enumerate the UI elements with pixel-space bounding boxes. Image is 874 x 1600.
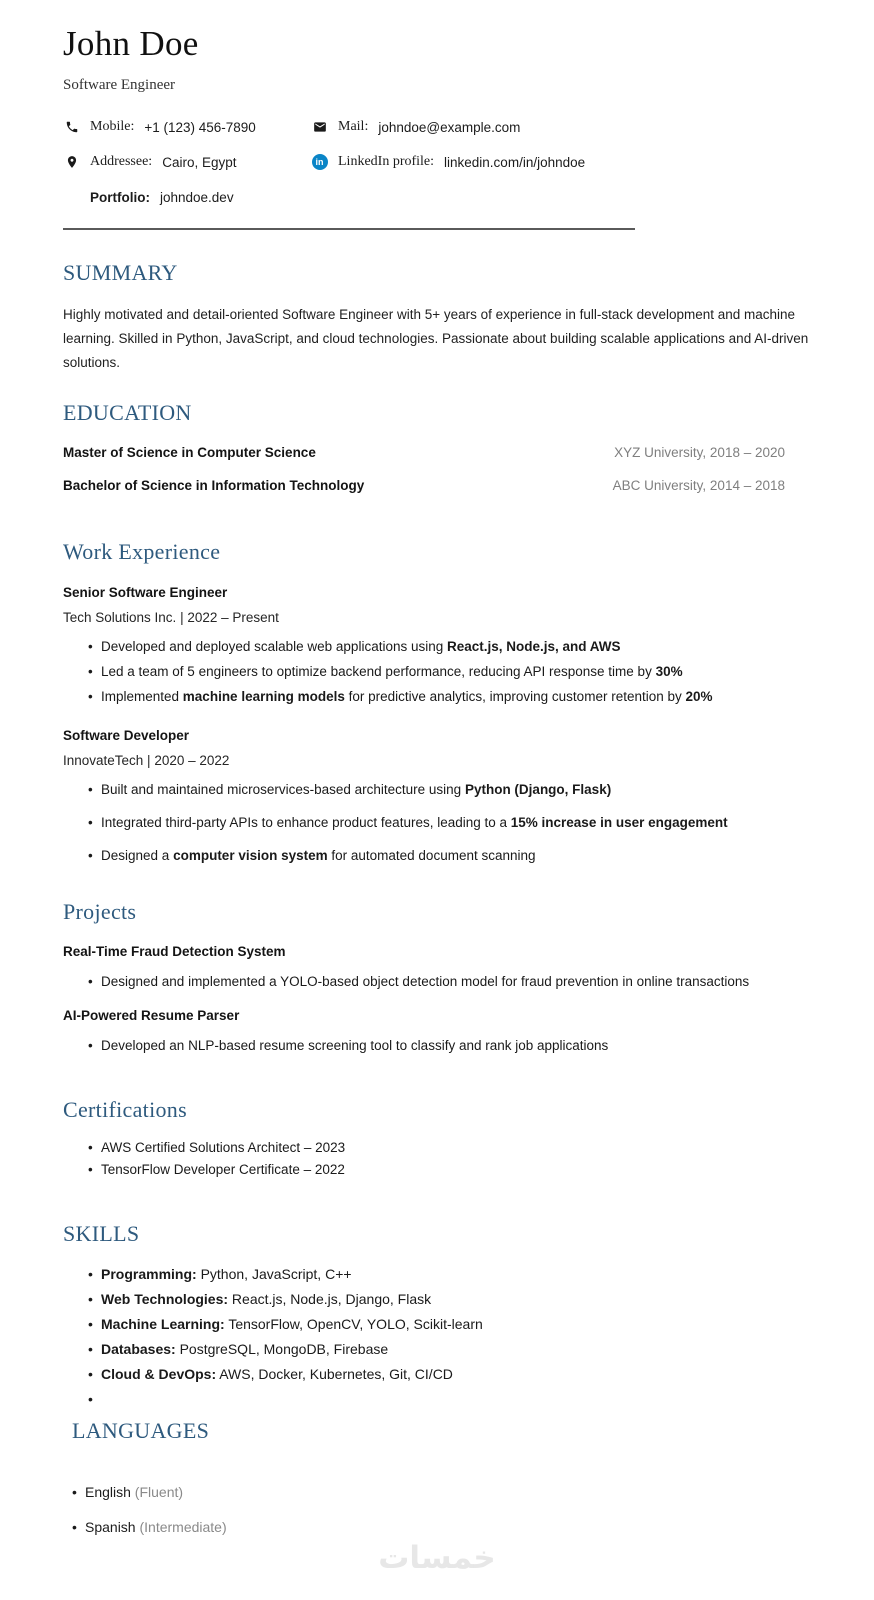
bold-text: 20%	[685, 689, 713, 704]
skills-list	[63, 1266, 811, 1382]
bullet-item	[88, 689, 811, 704]
education-heading: EDUCATION	[63, 400, 192, 425]
projects-list	[63, 944, 811, 1053]
certification-item: • TensorFlow Developer Certificate – 2022	[88, 1162, 811, 1177]
bullet-item	[88, 664, 811, 679]
linkedin-icon: in	[311, 154, 328, 170]
section-experience	[63, 539, 811, 863]
project-title: AI-Powered Resume Parser	[63, 1008, 240, 1023]
bullet-item: • Developed an NLP-based resume screening tool to classify and rank job applications	[88, 1038, 811, 1053]
job-meta: Tech Solutions Inc. | 2022 – Present	[63, 610, 279, 625]
none	[63, 189, 80, 205]
skill-item: • Programming: Python, JavaScript, C++	[88, 1266, 811, 1282]
plain-text: Built and maintained microservices-based architecture using	[101, 782, 465, 797]
language-item	[72, 1519, 811, 1535]
language-level: (Intermediate)	[135, 1519, 227, 1535]
bold-text: 15% increase in user engagement	[510, 815, 728, 830]
bullet-item	[88, 848, 811, 863]
language-item	[72, 1484, 811, 1500]
experience-heading: Work Experience	[63, 539, 221, 564]
skill-item: • Web Technologies: React.js, Node.js, Django, Flask	[88, 1291, 811, 1307]
skill-label: Programming:	[101, 1266, 197, 1282]
language-level: (Fluent)	[130, 1484, 184, 1500]
contact-value: johndoe@example.com	[378, 119, 521, 135]
job	[63, 728, 811, 863]
plain-text: Developed and deployed scalable web applications using	[101, 639, 447, 654]
skill-item: • Machine Learning: TensorFlow, OpenCV, YOLO, Scikit-learn	[88, 1316, 811, 1332]
institution: ABC University, 2014 – 2018	[612, 478, 785, 493]
skill-item: • Cloud & DevOps: AWS, Docker, Kubernetes, Git, CI/CD	[88, 1366, 811, 1382]
mail-icon	[311, 119, 328, 135]
degree: Bachelor of Science in Information Technology	[63, 478, 365, 493]
degree: Master of Science in Computer Science	[63, 445, 316, 460]
contact-label: Portfolio:	[90, 189, 150, 205]
phone-icon	[63, 119, 80, 135]
contact-label: Mail:	[338, 119, 369, 134]
contact-grid	[63, 119, 811, 205]
contact-value: linkedin.com/in/johndoe	[444, 154, 586, 170]
skill-label: Web Technologies:	[101, 1291, 229, 1307]
section-certifications	[63, 1097, 811, 1177]
bold-text: Python (Django, Flask)	[464, 782, 612, 797]
contact-label: Mobile:	[90, 119, 135, 134]
skill-label: Databases:	[101, 1341, 176, 1357]
plain-text: Led a team of 5 engineers to optimize backend performance, reducing API response time by	[101, 664, 656, 679]
languages-list	[72, 1484, 811, 1535]
section-projects	[63, 899, 811, 1053]
skill-label: Cloud & DevOps:	[101, 1366, 217, 1382]
plain-text: Integrated third-party APIs to enhance product features, leading to a	[101, 815, 511, 830]
section-education	[63, 400, 811, 493]
plain-text: for predictive analytics, improving customer retention by	[344, 689, 686, 704]
skills-heading: SKILLS	[63, 1221, 140, 1246]
experience-list	[63, 585, 811, 863]
bullet-item	[88, 782, 811, 797]
job-title: Senior Software Engineer	[63, 585, 228, 600]
contact-row	[311, 119, 811, 135]
education-row	[63, 478, 811, 493]
project-title: Real-Time Fraud Detection System	[63, 944, 286, 959]
certifications-heading: Certifications	[63, 1097, 187, 1122]
education-row	[63, 445, 811, 460]
section-skills	[63, 1221, 811, 1382]
bold-text: computer vision system	[173, 848, 328, 863]
job	[63, 585, 811, 704]
language-name: Spanish	[85, 1519, 136, 1535]
location-icon	[63, 154, 80, 170]
summary-heading: SUMMARY	[63, 260, 178, 285]
skill-item: • Databases: PostgreSQL, MongoDB, Firebase	[88, 1341, 811, 1357]
plain-text: Implemented	[101, 689, 183, 704]
contact-value: Cairo, Egypt	[162, 154, 237, 170]
header-divider	[63, 228, 635, 230]
plain-text: for automated document scanning	[327, 848, 536, 863]
person-name: John Doe	[63, 24, 199, 63]
section-languages	[72, 1418, 811, 1535]
contact-row	[63, 119, 311, 135]
certifications-list	[63, 1140, 811, 1177]
section-summary	[63, 260, 811, 375]
skill-label: Machine Learning:	[101, 1316, 225, 1332]
bold-text: machine learning models	[182, 689, 345, 704]
language-name: English	[85, 1484, 131, 1500]
contact-label: LinkedIn profile:	[338, 154, 435, 169]
summary-text: Highly motivated and detail-oriented Software Engineer with 5+ years of experience in full-stack development and machine learning. Skilled in Python, JavaScript, and cloud technologies. Passionate about building scalable applications and AI-driven solutions.	[63, 307, 809, 370]
watermark: خمسات	[378, 1540, 496, 1576]
bullet-item	[88, 815, 811, 830]
job-bullets	[63, 639, 811, 704]
project	[63, 944, 811, 989]
bullet-item: • Designed and implemented a YOLO-based object detection model for fraud prevention in online transactions	[88, 974, 811, 989]
contact-row	[63, 154, 311, 170]
contact-value: +1 (123) 456-7890	[144, 119, 256, 135]
job-meta: InnovateTech | 2020 – 2022	[63, 753, 230, 768]
bold-text: React.js, Node.js, and AWS	[447, 639, 621, 654]
project	[63, 1008, 811, 1053]
job-title: Software Developer	[63, 728, 190, 743]
bullet-item	[88, 639, 811, 654]
projects-heading: Projects	[63, 899, 137, 924]
contact-row	[63, 189, 311, 205]
plain-text: Designed a	[101, 848, 174, 863]
institution: XYZ University, 2018 – 2020	[614, 445, 785, 460]
contact-row	[311, 154, 811, 170]
contact-label: Addressee:	[90, 154, 153, 169]
job-bullets	[63, 782, 811, 863]
project-bullets	[63, 974, 811, 989]
project-bullets	[63, 1038, 811, 1053]
person-title: Software Engineer	[63, 77, 176, 93]
bold-text: 30%	[655, 664, 683, 679]
contact-value: johndoe.dev	[160, 189, 234, 205]
education-list	[63, 445, 811, 493]
certification-item: • AWS Certified Solutions Architect – 2023	[88, 1140, 811, 1155]
languages-heading: LANGUAGES	[72, 1418, 210, 1443]
